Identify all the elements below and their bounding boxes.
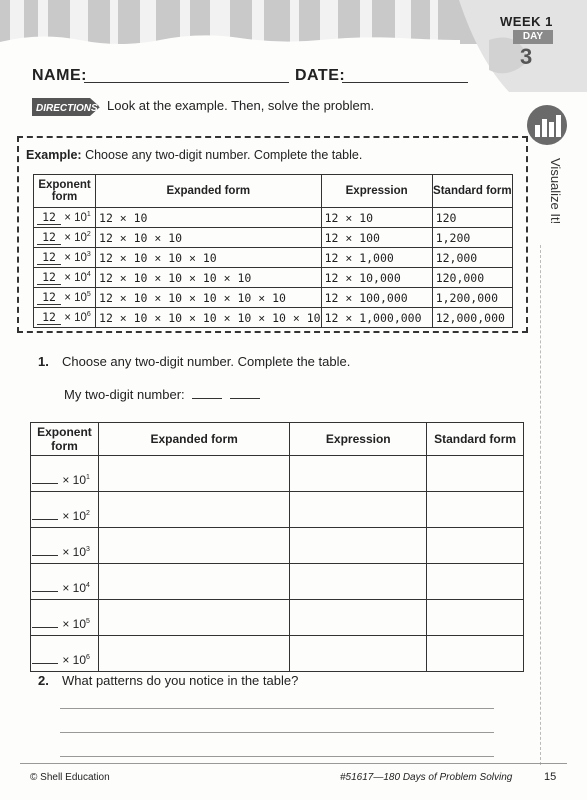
week-label: WEEK 1: [500, 14, 553, 29]
my-number-row: [64, 387, 260, 402]
side-label-text: Visualize It!: [548, 158, 563, 225]
exponent-base: × 10: [62, 545, 87, 559]
exponent-power: 5: [86, 291, 91, 299]
table-row: [34, 288, 513, 308]
table-row: [34, 208, 513, 228]
footer-publisher: © Shell Education: [30, 772, 110, 783]
name-label: NAME:: [32, 67, 87, 84]
exponent-blank[interactable]: [32, 519, 58, 520]
expression-cell: 12 × 10,000: [321, 268, 432, 288]
expanded-cell: 12 × 10 × 10 × 10 × 10 × 10 × 10: [96, 308, 322, 328]
standard-answer-cell[interactable]: [427, 636, 524, 672]
expanded-answer-cell[interactable]: [98, 456, 289, 492]
expanded-cell: 12 × 10 × 10 × 10: [96, 248, 322, 268]
footer-rule: [20, 763, 567, 764]
standard-cell: 1,200,000: [432, 288, 512, 308]
exponent-base: × 10: [64, 232, 87, 244]
standard-answer-cell[interactable]: [427, 600, 524, 636]
table-row: [34, 308, 513, 328]
expanded-answer-cell[interactable]: [98, 636, 289, 672]
example-title: [26, 148, 362, 162]
exponent-base: × 10: [64, 272, 87, 284]
exponent-blank[interactable]: [32, 627, 58, 628]
exponent-number: 12: [37, 290, 61, 305]
standard-cell: 12,000: [432, 248, 512, 268]
page-number: 15: [544, 771, 557, 783]
exponent-power: 2: [86, 231, 91, 239]
example-header-standard: Standard form: [432, 175, 512, 208]
expression-answer-cell[interactable]: [290, 636, 427, 672]
side-divider: [540, 245, 541, 765]
exponent-power: 5: [86, 618, 90, 625]
expanded-cell: 12 × 10: [96, 208, 322, 228]
expression-cell: 12 × 100: [321, 228, 432, 248]
bar-chart-icon: [525, 103, 569, 147]
question-2-number: 2.: [38, 673, 49, 688]
expanded-cell: 12 × 10 × 10: [96, 228, 322, 248]
expanded-answer-cell[interactable]: [98, 564, 289, 600]
table-row: [31, 528, 524, 564]
exponent-power: 4: [86, 271, 91, 279]
q1-header-standard: Standard form: [427, 423, 524, 456]
exponent-base: × 10: [64, 312, 87, 324]
exponent-number: 12: [37, 230, 61, 245]
standard-answer-cell[interactable]: [427, 456, 524, 492]
my-number-digit-2[interactable]: [230, 398, 260, 399]
standard-cell: 120: [432, 208, 512, 228]
expression-cell: 12 × 1,000: [321, 248, 432, 268]
expanded-answer-cell[interactable]: [98, 492, 289, 528]
table-row: [31, 564, 524, 600]
table-row: [34, 248, 513, 268]
my-number-label: My two-digit number:: [64, 387, 185, 402]
question-1-number: 1.: [38, 354, 49, 369]
exponent-blank[interactable]: [32, 591, 58, 592]
expanded-cell: 12 × 10 × 10 × 10 × 10: [96, 268, 322, 288]
standard-answer-cell[interactable]: [427, 564, 524, 600]
date-field[interactable]: [342, 82, 468, 83]
exponent-power: 3: [86, 546, 90, 553]
table-row: [31, 600, 524, 636]
exponent-base: × 10: [62, 581, 87, 595]
expanded-answer-cell[interactable]: [98, 528, 289, 564]
question-1-text: Choose any two-digit number. Complete the table.: [62, 354, 351, 369]
exponent-base: × 10: [64, 252, 87, 264]
q1-header-exponent: Exponent form: [31, 423, 99, 456]
exponent-base: × 10: [62, 653, 87, 667]
exponent-power: 3: [86, 251, 91, 259]
footer-book: #51617—180 Days of Problem Solving: [340, 772, 513, 783]
example-header-exponent: Exponent form: [34, 175, 96, 208]
table-row: [31, 492, 524, 528]
exponent-base: × 10: [62, 617, 87, 631]
exponent-base: × 10: [62, 473, 87, 487]
expression-answer-cell[interactable]: [290, 600, 427, 636]
example-header-expression: Expression: [321, 175, 432, 208]
expression-answer-cell[interactable]: [290, 456, 427, 492]
exponent-power: 1: [86, 474, 90, 481]
exponent-power: 2: [86, 510, 90, 517]
q1-header-expression: Expression: [290, 423, 427, 456]
answer-line[interactable]: [60, 708, 494, 709]
exponent-base: × 10: [62, 509, 87, 523]
standard-answer-cell[interactable]: [427, 528, 524, 564]
exponent-power: 6: [86, 654, 90, 661]
exponent-power: 1: [86, 211, 91, 219]
expanded-cell: 12 × 10 × 10 × 10 × 10 × 10: [96, 288, 322, 308]
answer-line[interactable]: [60, 756, 494, 757]
expression-answer-cell[interactable]: [290, 564, 427, 600]
directions-badge-text: DIRECTIONS:: [36, 103, 101, 114]
example-label: Example:: [26, 148, 82, 162]
example-text: Choose any two-digit number. Complete the table.: [85, 148, 363, 162]
question-2-text: What patterns do you notice in the table?: [62, 673, 299, 688]
day-number: 3: [520, 44, 533, 69]
exponent-blank[interactable]: [32, 555, 58, 556]
standard-answer-cell[interactable]: [427, 492, 524, 528]
expression-cell: 12 × 1,000,000: [321, 308, 432, 328]
name-field[interactable]: [84, 82, 289, 83]
exponent-number: 12: [37, 270, 61, 285]
table-row: [34, 228, 513, 248]
table-row: [31, 456, 524, 492]
exponent-blank[interactable]: [32, 483, 58, 484]
table-row: [31, 636, 524, 672]
exponent-power: 4: [86, 582, 90, 589]
exponent-number: 12: [37, 310, 61, 325]
example-table: [33, 174, 513, 328]
expanded-answer-cell[interactable]: [98, 600, 289, 636]
standard-cell: 12,000,000: [432, 308, 512, 328]
standard-cell: 1,200: [432, 228, 512, 248]
exponent-power: 6: [86, 311, 91, 319]
directions-badge: [30, 96, 102, 118]
answer-line[interactable]: [60, 732, 494, 733]
table-row: [34, 268, 513, 288]
directions-text: Look at the example. Then, solve the problem.: [107, 98, 375, 113]
exponent-number: 12: [37, 250, 61, 265]
exponent-base: × 10: [64, 212, 87, 224]
expression-cell: 12 × 10: [321, 208, 432, 228]
exponent-number: 12: [37, 210, 61, 225]
side-label: [531, 158, 561, 238]
expression-answer-cell[interactable]: [290, 492, 427, 528]
exponent-base: × 10: [64, 292, 87, 304]
expression-cell: 12 × 100,000: [321, 288, 432, 308]
example-header-expanded: Expanded form: [96, 175, 322, 208]
standard-cell: 120,000: [432, 268, 512, 288]
day-label: DAY: [513, 30, 553, 44]
expression-answer-cell[interactable]: [290, 528, 427, 564]
exponent-blank[interactable]: [32, 663, 58, 664]
my-number-digit-1[interactable]: [192, 398, 222, 399]
date-label: DATE:: [295, 67, 346, 84]
question-1-table: [30, 422, 524, 672]
q1-header-expanded: Expanded form: [98, 423, 289, 456]
